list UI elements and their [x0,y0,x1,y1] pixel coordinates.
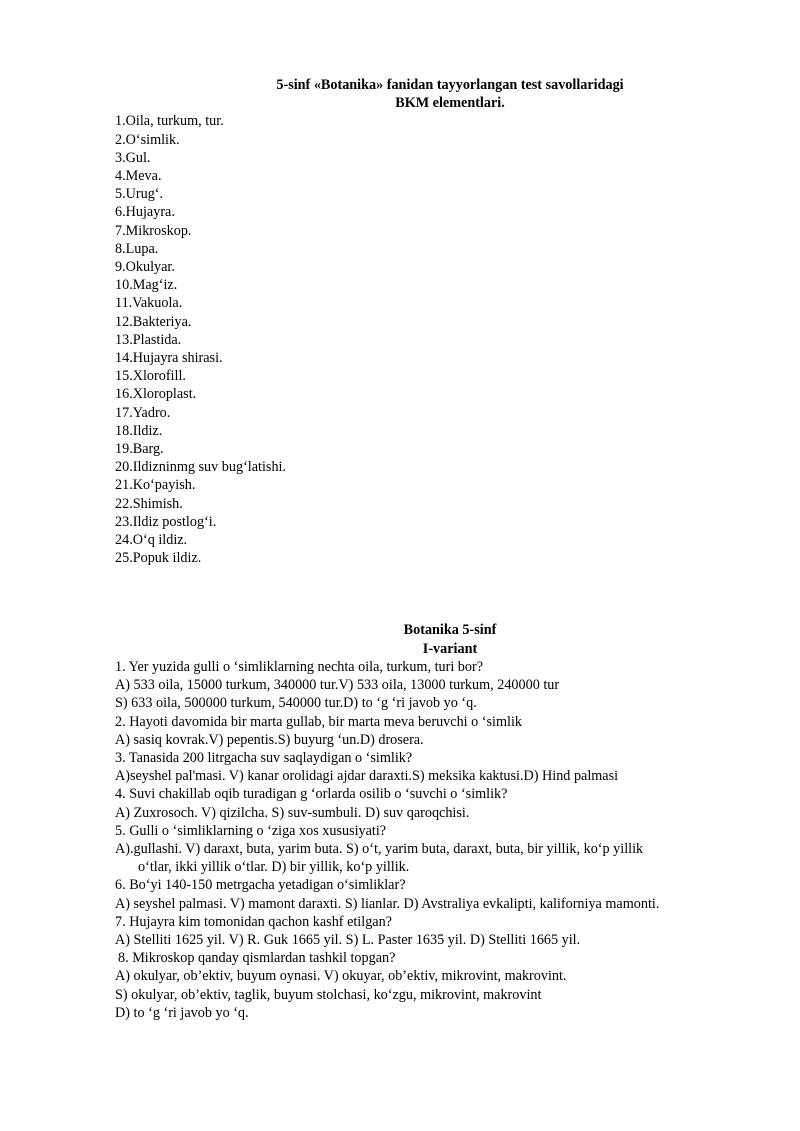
answer-options: A) sasiq kovrak.V) pepentis.S) buyurg ‘un.D) drosera. [115,731,424,748]
bkm-list-item: 23.Ildiz postlog‘i. [115,513,217,530]
answer-options: A)seyshel pal'masi. V) kanar orolidagi ajdar daraxti.S) meksika kaktusi.D) Hind palmasi [115,768,619,785]
bkm-list-item: 17.Yadro. [115,404,171,421]
bkm-list-item: 16.Xloroplast. [115,386,197,403]
answer-options: o‘tlar, ikki yillik o‘tlar. D) bir yillik, ko‘p yillik. [138,859,410,876]
variant-heading: I-variant [422,640,478,657]
question-text: 4. Suvi chakillab oqib turadigan g ‘orlarda osilib o ‘suvchi o ‘simlik? [115,786,508,803]
bkm-list-item: 2.O‘simlik. [115,131,180,148]
bkm-list-item: 7.Mikroskop. [115,222,192,239]
bkm-list-item: 5.Urug‘. [115,186,164,203]
bkm-list-item: 18.Ildiz. [115,422,163,439]
bkm-list-item: 24.O‘q ildiz. [115,532,188,549]
answer-options: D) to ‘g ‘ri javob yo ‘q. [115,1004,249,1021]
bkm-list-item: 1.Oila, turkum, tur. [115,113,224,130]
section-gap [115,567,755,621]
question-text: 3. Tanasida 200 litrgacha suv saqlaydigan o ‘simlik? [115,749,413,766]
question-text: 5. Gulli o ‘simliklarning o ‘ziga xos xususiyati? [115,822,387,839]
answer-options: S) okulyar, ob’ektiv, taglik, buyum stolchasi, ko‘zgu, mikrovint, makrovint [115,986,542,1003]
bkm-list-item: 22.Shimish. [115,495,183,512]
answer-options: A) 533 oila, 15000 turkum, 340000 tur.V) 533 oila, 13000 turkum, 240000 tur [115,677,560,694]
document-title [145,76,755,112]
answer-options: A) seyshel palmasi. V) mamont daraxti. S) lianlar. D) Avstraliya evkalipti, kaliforniya mamonti. [115,895,660,912]
bkm-list-item: 12.Bakteriya. [115,313,192,330]
question-text: 8. Mikroskop qanday qismlardan tashkil topgan? [118,950,396,967]
bkm-list-item: 14.Hujayra shirasi. [115,350,223,367]
title-line-2: BKM elementlari. [395,95,505,112]
test-questions [115,658,755,1022]
bkm-list-item: 3.Gul. [115,149,151,166]
bkm-list-item: 4.Meva. [115,168,162,185]
bkm-list-item: 11.Vakuola. [115,295,183,312]
bkm-element-list [115,112,755,567]
question-text: 7. Hujayra kim tomonidan qachon kashf etilgan? [115,913,392,930]
bkm-list-item: 25.Popuk ildiz. [115,550,202,567]
answer-options: A) Zuxrosoch. V) qizilcha. S) suv-sumbuli. D) suv qaroqchisi. [115,804,470,821]
bkm-list-item: 19.Barg. [115,441,164,458]
test-heading [145,621,755,657]
bkm-list-item: 13.Plastida. [115,331,182,348]
answer-options: A) okulyar, ob’ektiv, buyum oynasi. V) okuyar, ob’ektiv, mikrovint, makrovint. [115,968,567,985]
question-text: 1. Yer yuzida gulli o ‘simliklarning nechta oila, turkum, turi bor? [115,658,484,675]
question-text: 2. Hayoti davomida bir marta gullab, bir marta meva beruvchi o ‘simlik [115,713,522,730]
bkm-list-item: 9.Okulyar. [115,259,175,276]
bkm-list-item: 6.Hujayra. [115,204,175,221]
bkm-list-item: 15.Xlorofill. [115,368,186,385]
title-line-1: 5-sinf «Botanika» fanidan tayyorlangan test savollaridagi [276,77,624,93]
bkm-list-item: 20.Ildizninmg suv bug‘latishi. [115,459,287,476]
question-text: 6. Bo‘yi 140-150 metrgacha yetadigan o‘simliklar? [115,877,406,894]
bkm-list-item: 8.Lupa. [115,240,159,257]
answer-options: A) Stelliti 1625 yil. V) R. Guk 1665 yil. S) L. Paster 1635 yil. D) Stelliti 1665 yil. [115,931,581,948]
document-page [115,76,755,1022]
bkm-list-item: 10.Mag‘iz. [115,277,178,294]
bkm-list-item: 21.Ko‘payish. [115,477,196,494]
answer-options: A).gullashi. V) daraxt, buta, yarim buta. S) o‘t, yarim buta, daraxt, buta, bir yillik, ko‘p yillik [115,840,644,857]
answer-options: S) 633 oila, 500000 turkum, 540000 tur.D) to ‘g ‘ri javob yo ‘q. [115,695,477,712]
test-subject-heading: Botanika 5-sinf [403,622,497,639]
